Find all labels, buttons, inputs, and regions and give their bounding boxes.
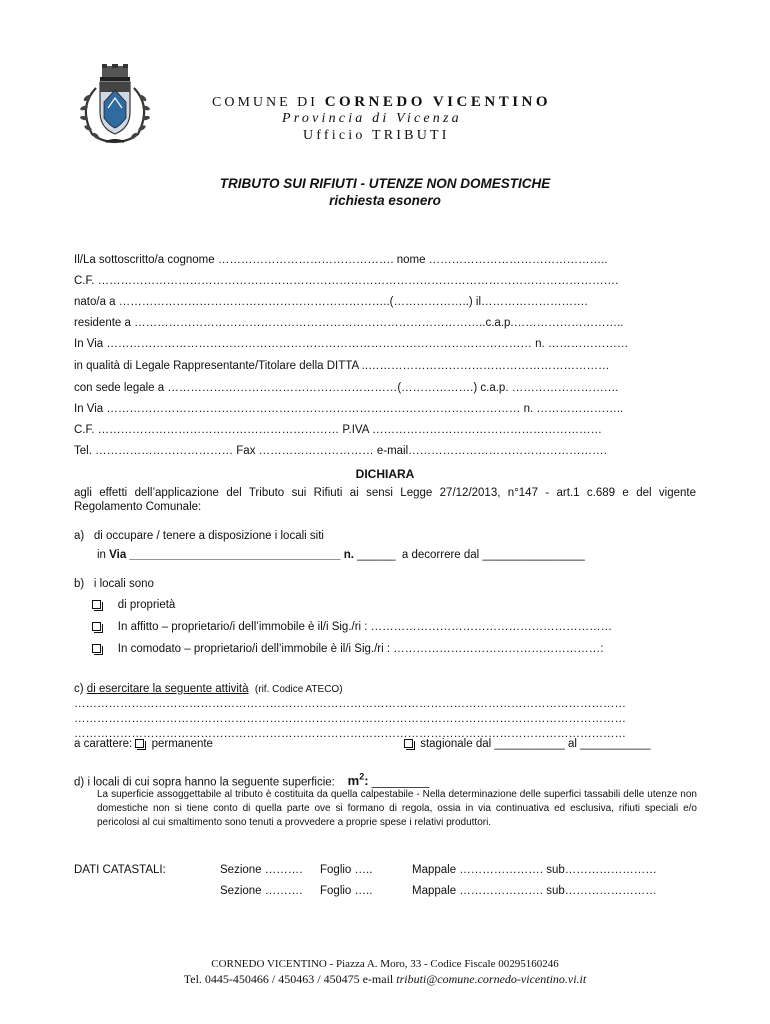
carattere-row	[74, 738, 213, 750]
carattere-label: a carattere:	[74, 738, 133, 750]
checkbox-proprieta[interactable]	[92, 600, 101, 609]
catastali-label: DATI CATASTALI:	[74, 864, 166, 876]
section-a-via-label: Via	[109, 549, 127, 561]
header-comune	[212, 94, 551, 111]
catastali-foglio-1[interactable]: Foglio …..	[320, 864, 373, 876]
field-nato[interactable]: nato/a a ……………………………………………………………..(………………..) il……………………….	[74, 296, 588, 308]
section-a-label: a)	[74, 530, 85, 542]
option-label: di proprietà	[117, 599, 176, 611]
permanente-label: permanente	[151, 738, 213, 750]
section-a-in: in	[97, 549, 106, 561]
stagionale-to-field[interactable]: ___________	[580, 738, 651, 750]
section-d-text: i locali di cui sopra hanno la seguente superficie:	[87, 776, 335, 789]
header-provincia: Provincia di Vicenza	[282, 111, 462, 126]
section-c-text: di esercitare la seguente attività	[86, 683, 249, 695]
section-c	[74, 683, 343, 695]
option-proprieta[interactable]	[92, 599, 175, 611]
checkbox-comodato[interactable]	[92, 644, 101, 653]
section-a-n-label: n.	[343, 549, 354, 561]
catastali-mappale-2[interactable]: Mappale …………………. sub……………………	[412, 885, 657, 897]
document-subtitle: richiesta esonero	[329, 193, 441, 208]
field-cf-piva[interactable]: C.F. ……………………………………………………… P.IVA ……………………………………………………	[74, 424, 602, 436]
catastali-sezione-1[interactable]: Sezione ……….	[220, 864, 303, 876]
field-via-sede[interactable]: In Via ……………………………………………………………………………………………… n. …………………..	[74, 403, 624, 415]
footer-phones: Tel. 0445-450466 / 450463 / 450475 e-mail	[183, 972, 394, 986]
field-cognome-nome[interactable]: Il/La sottoscritto/a cognome ………………………………………. nome ………………………………………..	[74, 254, 608, 266]
activity-line-3[interactable]: ………………………………………………………………………………………………………………………………	[74, 728, 626, 740]
section-a	[74, 530, 324, 542]
section-b	[74, 578, 154, 590]
checkbox-stagionale[interactable]	[404, 739, 413, 748]
option-comodato[interactable]	[92, 643, 603, 655]
option-affitto[interactable]	[92, 621, 612, 633]
section-d-unit: $m^2$:	[347, 772, 369, 789]
catastali-foglio-2[interactable]: Foglio …..	[320, 885, 373, 897]
stagionale-row	[404, 738, 650, 750]
section-b-label: b)	[74, 578, 85, 590]
header-comune-small: COMUNE DI	[212, 95, 318, 110]
coat-of-arms-logo	[70, 62, 160, 147]
field-sede-legale[interactable]: con sede legale a ……………………………………………………(……………….) c.a.p. ……………………….	[74, 382, 619, 394]
option-label: In affitto – proprietario/i dell’immobile è il/i Sig./ri : ………………………………………………………	[117, 621, 613, 633]
document-title: TRIBUTO SUI RIFIUTI - UTENZE NON DOMESTICHE	[219, 176, 551, 191]
checkbox-affitto[interactable]	[92, 622, 101, 631]
section-c-label: c)	[74, 683, 84, 695]
section-d-label: d)	[74, 776, 85, 789]
section-a-decorrere-field[interactable]: ________________	[482, 549, 585, 561]
stagionale-al-label: al	[567, 738, 577, 750]
section-a-decorrere-label: a decorrere dal	[401, 549, 480, 561]
catastali-mappale-1[interactable]: Mappale …………………. sub……………………	[412, 864, 657, 876]
field-qualita[interactable]: in qualità di Legale Rappresentante/Titolare della DITTA ..………………………………………………………	[74, 360, 610, 372]
dichiara-heading: DICHIARA	[355, 467, 415, 481]
section-b-text: i locali sono	[93, 578, 154, 590]
field-residente[interactable]: residente a ………………………………………………………………………………..c.a.p.………………………..	[74, 317, 624, 329]
activity-line-1[interactable]: ………………………………………………………………………………………………………………………………	[74, 698, 626, 710]
section-a-via-field[interactable]: _________________________________	[129, 549, 341, 561]
section-a-n-field[interactable]: ______	[357, 549, 396, 561]
footer-contacts	[0, 972, 770, 987]
section-a-address	[97, 549, 585, 561]
catastali-sezione-2[interactable]: Sezione ……….	[220, 885, 303, 897]
activity-line-2[interactable]: ………………………………………………………………………………………………………………………………	[74, 713, 626, 725]
footer-address: CORNEDO VICENTINO - Piazza A. Moro, 33 - Codice Fiscale 00295160246	[211, 958, 559, 970]
header-ufficio: Ufficio TRIBUTI	[303, 128, 450, 143]
stagionale-from-field[interactable]: ___________	[494, 738, 565, 750]
dichiara-intro: agli effetti dell’applicazione del Tributo sui Rifiuti ai sensi Legge 27/12/2013, n°147 - art.1 c.689 e del vigente Regolamento Comunale:	[74, 487, 696, 513]
field-via[interactable]: In Via ………………………………………………………………………………………………… n. …………………	[74, 338, 629, 350]
option-label: In comodato – proprietario/i dell’immobile è il/i Sig./ri : ………………………………………………:	[117, 643, 604, 655]
section-d-note: La superficie assoggettabile al tributo è costituita da quella calpestabile - Nella determinazione delle superfici tassabili delle utenze non domestiche non si tiene conto di quella parte ove si formano di regola, ossia in via continuativa ed esclusiva, rifiuti speciali e/o pericolosi al cui smaltimento sono tenuti a provvedere a proprie spese i relativi produttori.	[97, 789, 697, 828]
section-a-text: di occupare / tenere a disposizione i locali siti	[93, 530, 324, 542]
checkbox-permanente[interactable]	[135, 739, 144, 748]
footer-email-link[interactable]: tributi@comune.cornedo-vicentino.vi.it	[396, 972, 587, 986]
section-d-superficie-field[interactable]: _________	[371, 776, 430, 789]
header-comune-name: CORNEDO VICENTINO	[324, 94, 552, 110]
field-cf[interactable]: C.F. ……………………………………………………………………………………………………………………….	[74, 275, 619, 287]
stagionale-label: stagionale dal	[420, 738, 492, 750]
section-c-ref: (rif. Codice ATECO)	[254, 684, 343, 695]
section-d	[74, 772, 429, 788]
field-tel-fax-email[interactable]: Tel. ……………………………… Fax ………………………… e-mail…………………………………………….	[74, 445, 607, 457]
